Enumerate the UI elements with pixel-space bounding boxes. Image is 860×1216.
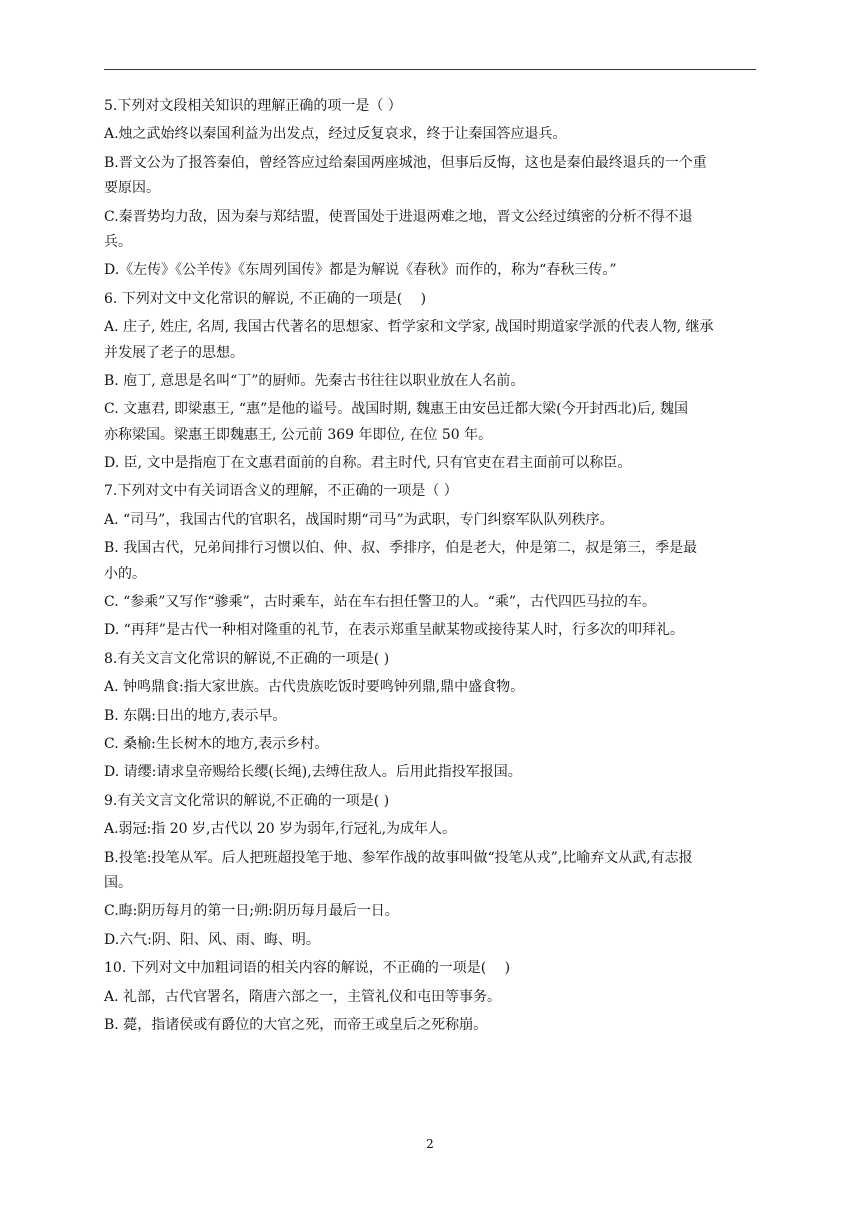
q5-option-c: C.秦晋势均力敌，因为秦与郑结盟，使晋国处于进退两难之地，晋文公经过缜密的分析不得不退: [104, 208, 693, 225]
q8-option-a: A. 钟鸣鼎食:指大家世族。古代贵族吃饭时要鸣钟列鼎,鼎中盛食物。: [104, 679, 525, 696]
q7-option-b: B. 我国古代，兄弟间排行习惯以伯、仲、叔、季排序，伯是老大，仲是第二，叔是第三，季是最: [104, 540, 698, 557]
q7-option-b-cont: 小的。: [104, 565, 146, 582]
q9-option-c: C.晦:阴历每月的第一日;朔:阴历每月最后一日。: [104, 903, 399, 920]
q5-option-d: D.《左传》《公羊传》《东周列国传》都是为解说《春秋》而作的，称为“春秋三传。”: [104, 262, 617, 279]
q9-option-d: D.六气:阴、阳、风、雨、晦、明。: [104, 931, 320, 948]
q5-option-b: B.晋文公为了报答秦伯，曾经答应过给秦国两座城池，但事后反悔，这也是秦伯最终退兵的一个重: [104, 154, 707, 171]
q9-option-b-cont: 国。: [104, 874, 132, 891]
question-5: 5.下列对文段相关知识的理解正确的项一是（ ）: [104, 98, 402, 114]
question-9: 9.有关文言文化常识的解说,不正确的一项是( ): [104, 792, 390, 809]
q6-option-d: D. 臣, 文中是指庖丁在文惠君面前的自称。君主时代, 只有官吏在君主面前可以称臣。: [104, 455, 632, 472]
q9-option-a: A.弱冠:指 20 岁,古代以 20 岁为弱年,行冠礼,为成年人。: [104, 821, 457, 838]
q6-option-c: C. 文惠君, 即梁惠王, “惠”是他的谥号。战国时期, 魏惠王由安邑迁都大梁(今开封西北)后, 魏国: [104, 401, 688, 418]
q8-option-c: C. 桑榆:生长树木的地方,表示乡村。: [104, 735, 329, 752]
page-number: 2: [426, 1137, 434, 1151]
q6-option-a: A. 庄子, 姓庄, 名周, 我国古代著名的思想家、哲学家和文学家, 战国时期道家学派的代表人物, 继承: [104, 319, 714, 336]
question-6: 6. 下列对文中文化常识的解说, 不正确的一项是( ): [104, 290, 427, 307]
q6-option-a-cont: 并发展了老子的思想。: [104, 344, 244, 361]
header-rule: [104, 69, 756, 70]
question-7: 7.下列对文中有关词语含义的理解，不正确的一项是（ ）: [104, 483, 458, 500]
question-10: 10. 下列对文中加粗词语的相关内容的解说，不正确的一项是( ): [104, 960, 511, 977]
q7-option-d: D. “再拜”是古代一种相对隆重的礼节，在表示郑重呈献某物或接待某人时，行多次的叩拜礼。: [104, 622, 684, 639]
document-body: [104, 97, 764, 1044]
q8-option-b: B. 东隅:日出的地方,表示早。: [104, 707, 287, 724]
q7-option-a: A. “司马”，我国古代的官职名，战国时期“司马”为武职，专门纠察军队队列秩序。: [104, 511, 614, 528]
q5-option-b-cont: 要原因。: [104, 180, 160, 197]
q10-option-b: B. 薨，指诸侯或有爵位的大官之死，而帝王或皇后之死称崩。: [104, 1016, 488, 1033]
q6-option-c-cont: 亦称梁国。梁惠王即魏惠王, 公元前 369 年即位, 在位 50 年。: [104, 426, 493, 443]
q7-option-c: C. “参乘”又写作“骖乘”，古时乘车，站在车右担任警卫的人。“乘”，古代四匹马拉的车。: [104, 594, 657, 611]
q6-option-b: B. 庖丁, 意思是名叫“丁”的厨师。先秦古书往往以职业放在人名前。: [104, 372, 525, 389]
q10-option-a: A. 礼部，古代官署名，隋唐六部之一，主管礼仪和屯田等事务。: [104, 988, 502, 1005]
q9-option-b: B.投笔:投笔从军。后人把班超投笔于地、参军作战的故事叫做“投笔从戎”,比喻弃文从武,有志报: [104, 849, 693, 866]
q8-option-d: D. 请缨:请求皇帝赐给长缨(长绳),去缚住敌人。后用此指投军报国。: [104, 764, 522, 781]
q5-option-c-cont: 兵。: [104, 233, 132, 250]
question-8: 8.有关文言文化常识的解说,不正确的一项是( ): [104, 650, 390, 667]
q5-option-a: A.烛之武始终以秦国利益为出发点，经过反复哀求，终于让秦国答应退兵。: [104, 126, 567, 143]
